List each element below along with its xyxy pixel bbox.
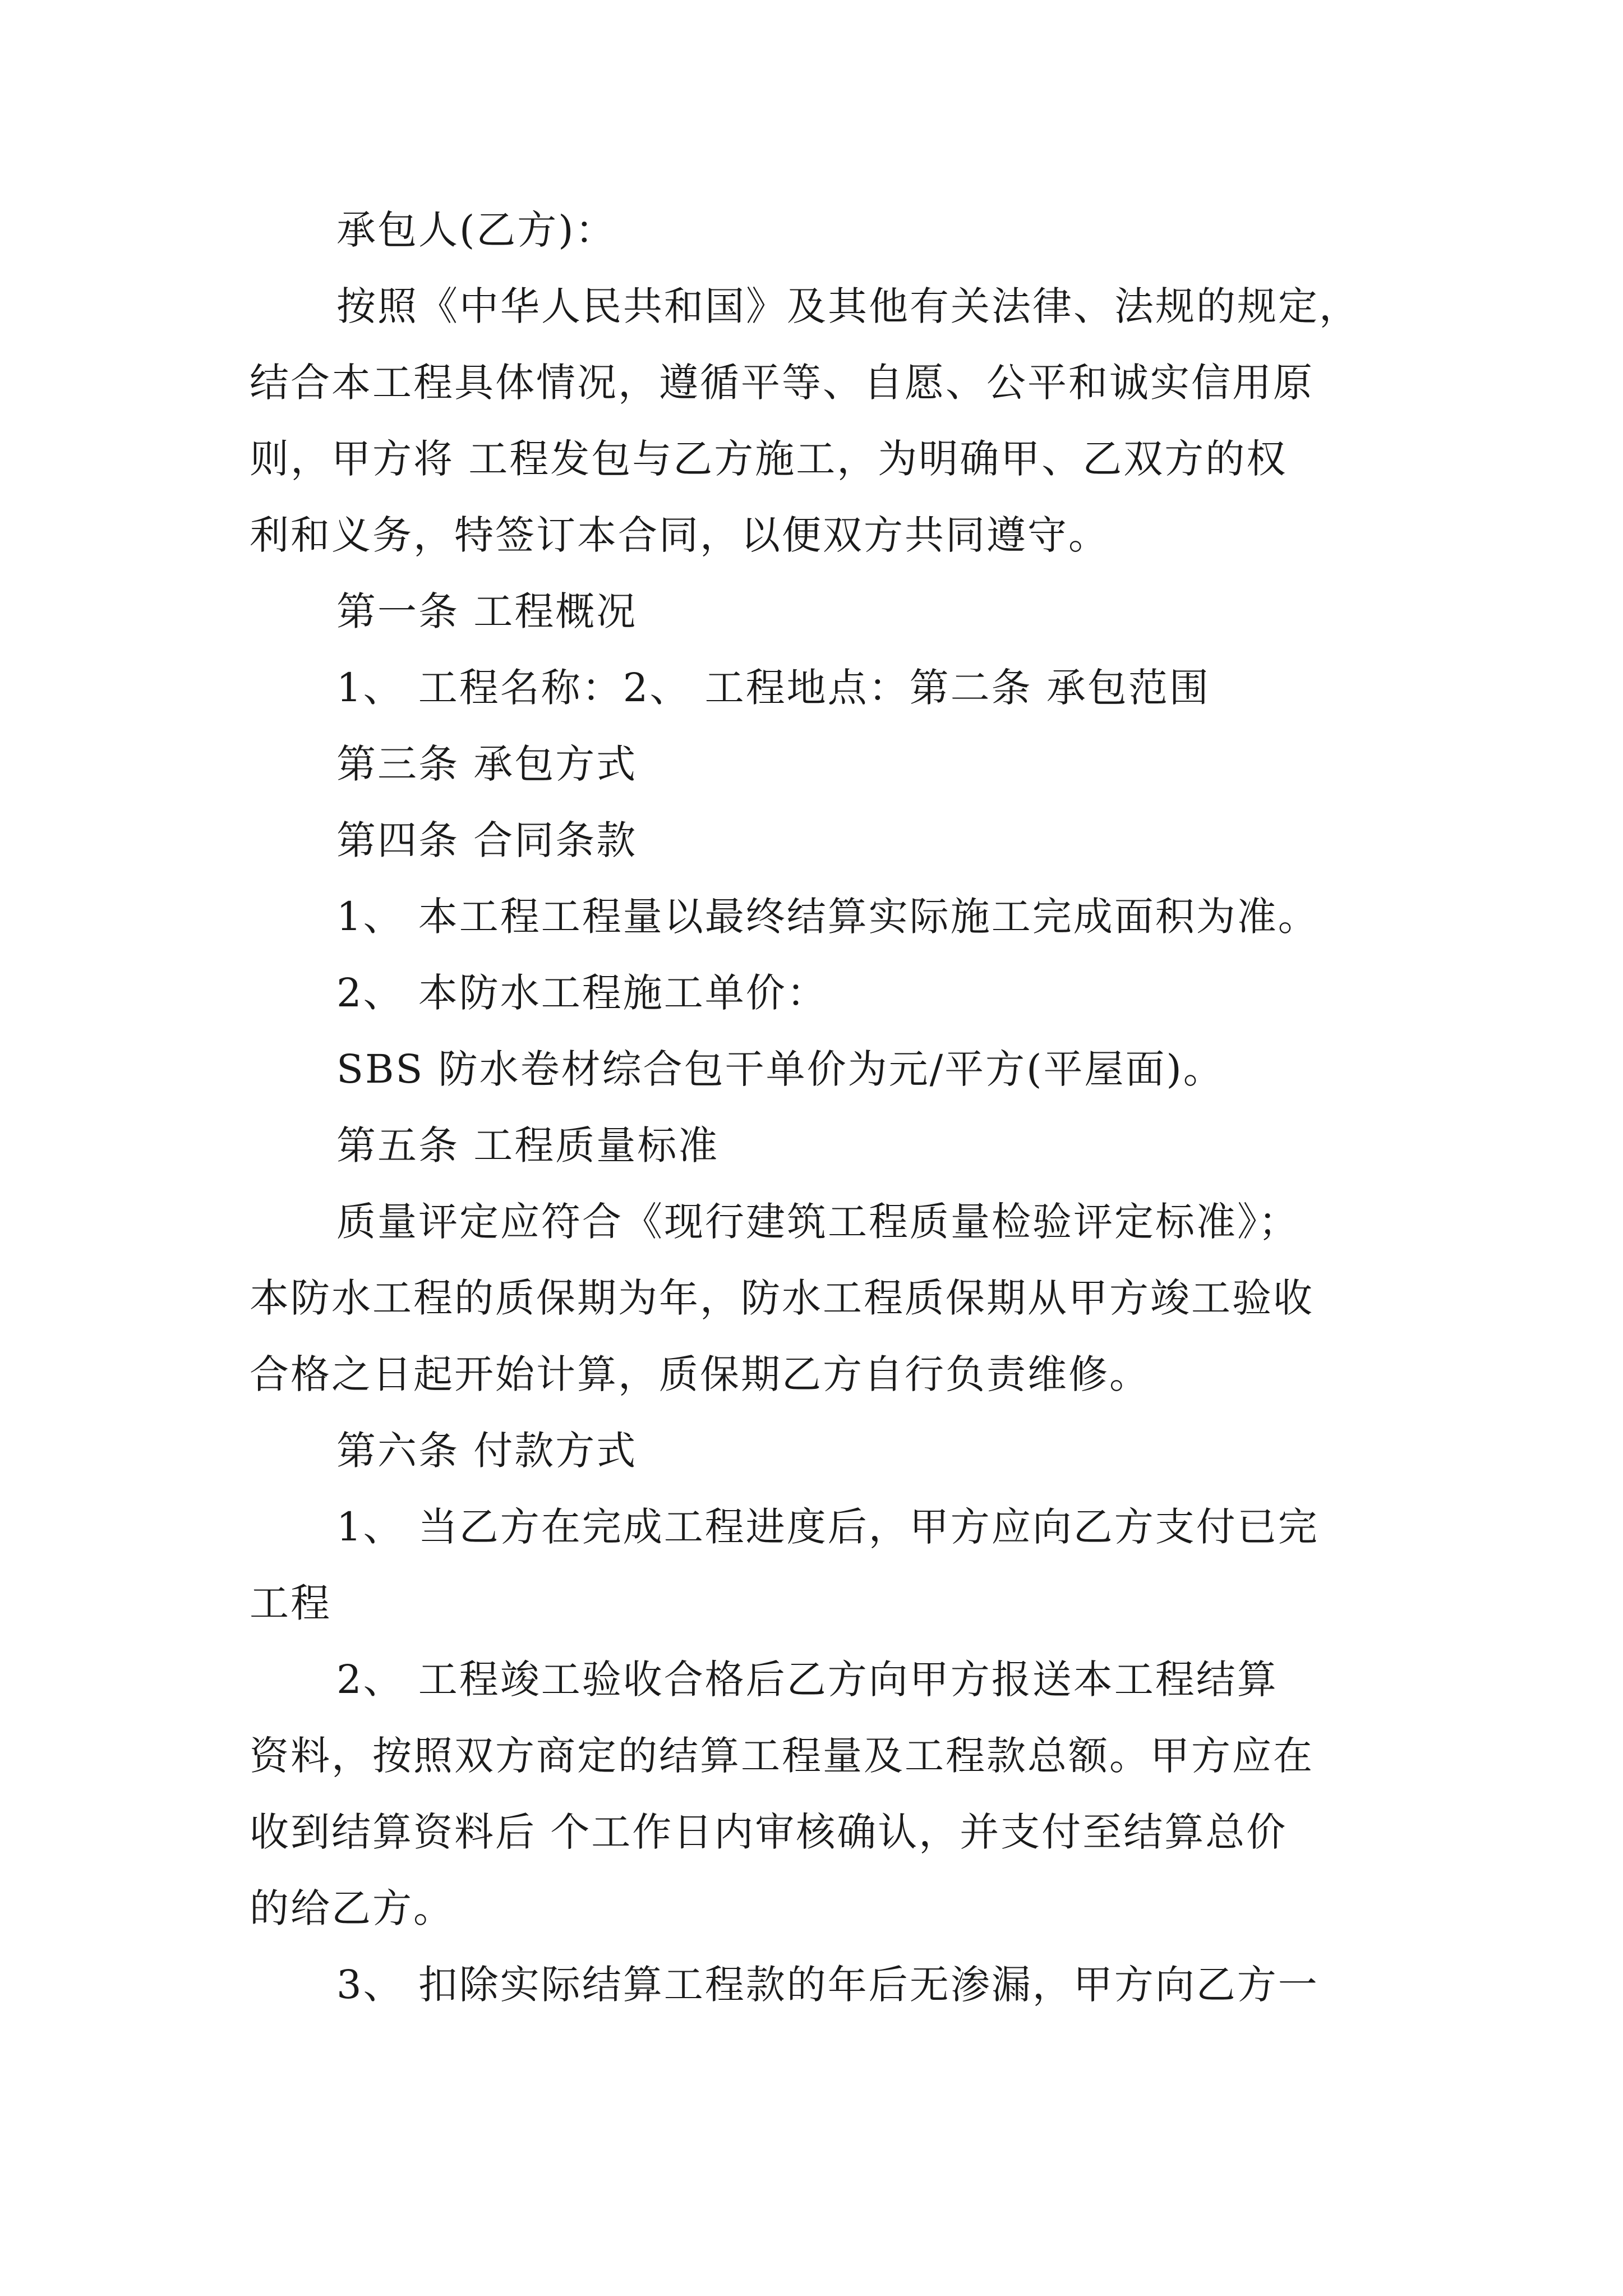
text-line-preamble-4: 利和义务，特签订本合同，以便双方共同遵守。 — [250, 512, 1109, 558]
text-line-preamble-2: 结合本工程具体情况，遵循平等、自愿、公平和诚实信用原 — [250, 360, 1314, 406]
text-line-payment-3: 3、 扣除实际结算工程款的年后无渗漏，甲方向乙方一 — [336, 1962, 1319, 2008]
text-line-clause-4-1: 1、 本工程工程量以最终结算实际施工完成面积为准。 — [336, 894, 1319, 940]
heading-article-3: 第三条 承包方式 — [336, 741, 638, 787]
heading-article-1: 第一条 工程概况 — [336, 588, 638, 634]
text-line-preamble-3: 则，甲方将 工程发包与乙方施工，为明确甲、乙双方的权 — [250, 436, 1288, 482]
text-line-quality-2: 本防水工程的质保期为年，防水工程质保期从甲方竣工验收 — [250, 1275, 1314, 1321]
text-line-contractor-party: 承包人(乙方)： — [336, 207, 616, 253]
text-line-payment-2a: 2、 工程竣工验收合格后乙方向甲方报送本工程结算 — [336, 1657, 1278, 1703]
heading-article-4: 第四条 合同条款 — [336, 817, 638, 863]
text-line-project-name: 1、 工程名称：2、 工程地点：第二条 承包范围 — [336, 665, 1210, 711]
heading-article-5: 第五条 工程质量标准 — [336, 1122, 720, 1168]
text-line-payment-1b: 工程 — [250, 1580, 331, 1626]
text-line-payment-2b: 资料，按照双方商定的结算工程量及工程款总额。甲方应在 — [250, 1733, 1314, 1779]
heading-article-6: 第六条 付款方式 — [336, 1428, 638, 1474]
text-line-payment-2c: 收到结算资料后 个工作日内审核确认，并支付至结算总价 — [250, 1809, 1288, 1855]
text-line-sbs-price: SBS 防水卷材综合包干单价为元/平方(平屋面)。 — [336, 1046, 1224, 1092]
text-line-payment-2d: 的给乙方。 — [250, 1885, 454, 1931]
text-line-payment-1a: 1、 当乙方在完成工程进度后，甲方应向乙方支付已完 — [336, 1504, 1319, 1550]
text-line-clause-4-2: 2、 本防水工程施工单价： — [336, 970, 828, 1016]
text-line-quality-1: 质量评定应符合《现行建筑工程质量检验评定标准》； — [336, 1199, 1299, 1245]
text-line-preamble-1: 按照《中华人民共和国》及其他有关法律、法规的规定， — [336, 283, 1360, 329]
text-line-quality-3: 合格之日起开始计算，质保期乙方自行负责维修。 — [250, 1351, 1150, 1397]
